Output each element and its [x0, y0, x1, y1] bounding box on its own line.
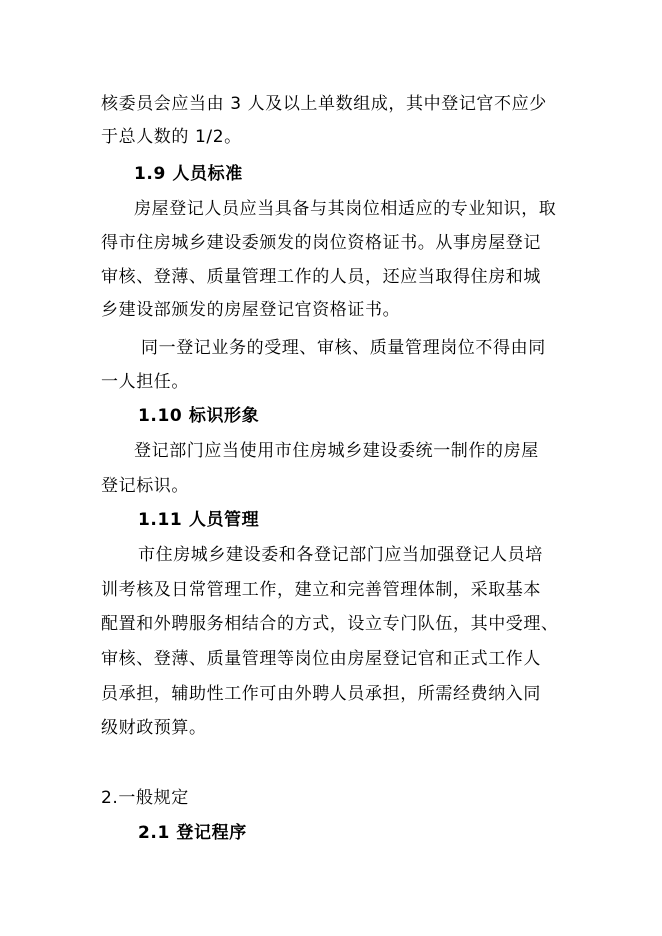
paragraph-line: 房屋登记人员应当具备与其岗位相适应的专业知识，取 — [134, 199, 557, 219]
paragraph-line: 于总人数的 1/2。 — [101, 127, 242, 147]
paragraph-line: 同一登记业务的受理、审核、质量管理岗位不得由同 — [141, 338, 546, 358]
paragraph-line: 审核、登薄、质量管理等岗位由房屋登记官和正式工作人 — [101, 649, 541, 669]
paragraph-line: 核委员会应当由 3 人及以上单数组成，其中登记官不应少 — [101, 94, 547, 114]
paragraph-line: 一人担任。 — [101, 372, 189, 392]
paragraph-line: 员承担，辅助性工作可由外聘人员承担，所需经费纳入同 — [101, 684, 541, 704]
paragraph-line: 配置和外聘服务相结合的方式，设立专门队伍，其中受理、 — [101, 614, 559, 634]
paragraph-line: 训考核及日常管理工作，建立和完善管理体制，采取基本 — [101, 580, 541, 600]
paragraph-line: 乡建设部颁发的房屋登记官资格证书。 — [101, 300, 401, 320]
section-heading: 2.1 登记程序 — [138, 823, 247, 843]
paragraph-line: 级财政预算。 — [101, 718, 207, 738]
section-heading: 1.9 人员标准 — [134, 164, 243, 184]
paragraph-line: 登记部门应当使用市住房城乡建设委统一制作的房屋 — [134, 441, 539, 461]
paragraph-line: 市住房城乡建设委和各登记部门应当加强登记人员培 — [138, 545, 543, 565]
section-heading: 1.11 人员管理 — [138, 510, 260, 530]
section-heading: 1.10 标识形象 — [138, 406, 260, 426]
chapter-heading: 2.一般规定 — [101, 788, 189, 808]
paragraph-line: 登记标识。 — [101, 476, 189, 496]
paragraph-line: 得市住房城乡建设委颁发的岗位资格证书。从事房屋登记 — [101, 233, 541, 253]
paragraph-line: 审核、登薄、质量管理工作的人员，还应当取得住房和城 — [101, 267, 541, 287]
